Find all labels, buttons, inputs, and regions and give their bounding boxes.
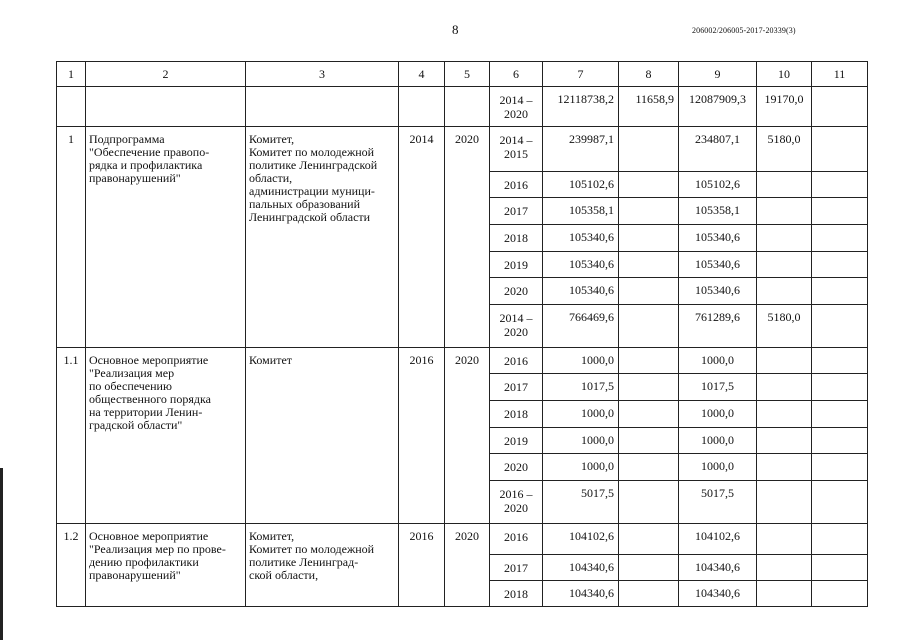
total-row [57,87,868,127]
value-col-11 [812,252,868,278]
start-year: 2016 [399,524,445,607]
value-col-7: 104102,6 [543,524,619,555]
period-cell: 2020 [490,278,543,305]
value-col-8 [619,348,679,374]
value-col-10: 5180,0 [757,127,812,172]
period-cell: 2018 [490,401,543,428]
value-col-9: 1017,5 [679,374,757,401]
executor-name: Комитет, Комитет по молодежной политике Ленинградской области, администрации муници- пальных образований Ленинградской области [246,127,399,348]
value-col-11 [812,348,868,374]
value-col-11 [812,278,868,305]
value-col-8 [619,481,679,524]
value-col-7: 1000,0 [543,428,619,454]
value-col-11 [812,305,868,348]
value-col-7: 1000,0 [543,454,619,481]
value-col-10 [757,555,812,581]
value-col-11 [812,172,868,198]
value-col-9: 12087909,3 [679,87,757,127]
value-col-9: 105102,6 [679,172,757,198]
column-header-8: 8 [619,62,679,87]
row-number: 1.1 [57,348,86,524]
header-row [57,62,868,87]
value-col-7: 105102,6 [543,172,619,198]
value-col-11 [812,555,868,581]
column-header-3: 3 [246,62,399,87]
page-number: 8 [452,22,459,37]
value-col-9: 1000,0 [679,454,757,481]
value-col-9: 104340,6 [679,555,757,581]
value-col-7: 1000,0 [543,348,619,374]
executor-name: Комитет [246,348,399,524]
value-col-11 [812,581,868,607]
table-row [57,348,868,374]
end-year: 2020 [445,348,490,524]
value-col-10 [757,581,812,607]
column-header-6: 6 [490,62,543,87]
value-col-8 [619,198,679,225]
value-col-11 [812,127,868,172]
program-name: Подпрограмма "Обеспечение правопо- рядка и профилактика правонарушений" [86,127,246,348]
empty-cell [399,87,445,127]
period-cell: 2020 [490,454,543,481]
row-number: 1 [57,127,86,348]
period-cell: 2019 [490,252,543,278]
value-col-7: 5017,5 [543,481,619,524]
empty-cell [445,87,490,127]
end-year: 2020 [445,127,490,348]
value-col-11 [812,428,868,454]
value-col-7: 105340,6 [543,278,619,305]
row-number: 1.2 [57,524,86,607]
value-col-8 [619,252,679,278]
table-row [57,524,868,555]
value-col-8 [619,401,679,428]
period-cell: 2014 – 2020 [490,305,543,348]
period-cell: 2014 – 2015 [490,127,543,172]
period-cell: 2018 [490,581,543,607]
value-col-10 [757,428,812,454]
value-col-10 [757,198,812,225]
value-col-9: 761289,6 [679,305,757,348]
period-cell: 2017 [490,555,543,581]
period-cell: 2017 [490,374,543,401]
start-year: 2014 [399,127,445,348]
value-col-7: 105358,1 [543,198,619,225]
value-col-7: 1000,0 [543,401,619,428]
value-col-11 [812,454,868,481]
value-col-10 [757,172,812,198]
value-col-11 [812,374,868,401]
start-year: 2016 [399,348,445,524]
empty-cell [246,87,399,127]
period-cell: 2016 – 2020 [490,481,543,524]
period-cell: 2016 [490,524,543,555]
value-col-9: 105340,6 [679,278,757,305]
value-col-10 [757,278,812,305]
period-cell: 2017 [490,198,543,225]
value-col-10: 19170,0 [757,87,812,127]
period-cell: 2014 – 2020 [490,87,543,127]
value-col-11 [812,481,868,524]
value-col-10: 5180,0 [757,305,812,348]
value-col-7: 104340,6 [543,581,619,607]
value-col-9: 105340,6 [679,225,757,252]
program-name: Основное мероприятие "Реализация мер по прове- дению профилактики правонарушений" [86,524,246,607]
value-col-11 [812,401,868,428]
empty-cell [57,87,86,127]
budget-table [56,61,868,607]
value-col-10 [757,524,812,555]
value-col-9: 1000,0 [679,401,757,428]
column-header-7: 7 [543,62,619,87]
value-col-10 [757,348,812,374]
value-col-11 [812,524,868,555]
program-name: Основное мероприятие "Реализация мер по обеспечению общественного порядка на территории Ленин- градской области" [86,348,246,524]
value-col-10 [757,374,812,401]
value-col-7: 12118738,2 [543,87,619,127]
value-col-10 [757,401,812,428]
value-col-8 [619,172,679,198]
period-cell: 2016 [490,348,543,374]
value-col-9: 1000,0 [679,428,757,454]
value-col-8 [619,305,679,348]
scan-edge-mark [0,468,3,640]
value-col-7: 104340,6 [543,555,619,581]
value-col-8 [619,127,679,172]
column-header-1: 1 [57,62,86,87]
value-col-8 [619,454,679,481]
value-col-9: 105358,1 [679,198,757,225]
column-header-11: 11 [812,62,868,87]
executor-name: Комитет, Комитет по молодежной политике Ленинград- ской области, [246,524,399,607]
column-header-10: 10 [757,62,812,87]
value-col-9: 104102,6 [679,524,757,555]
period-cell: 2018 [490,225,543,252]
value-col-10 [757,225,812,252]
end-year: 2020 [445,524,490,607]
value-col-7: 105340,6 [543,225,619,252]
value-col-11 [812,225,868,252]
value-col-9: 234807,1 [679,127,757,172]
value-col-9: 104340,6 [679,581,757,607]
value-col-7: 766469,6 [543,305,619,348]
value-col-8 [619,524,679,555]
value-col-10 [757,481,812,524]
value-col-9: 105340,6 [679,252,757,278]
value-col-9: 1000,0 [679,348,757,374]
document-id: 206002/206005-2017-20339(3) [692,26,796,35]
value-col-7: 239987,1 [543,127,619,172]
column-header-9: 9 [679,62,757,87]
value-col-8 [619,225,679,252]
value-col-8 [619,581,679,607]
value-col-7: 105340,6 [543,252,619,278]
value-col-11 [812,198,868,225]
table-row [57,127,868,172]
period-cell: 2016 [490,172,543,198]
column-header-4: 4 [399,62,445,87]
value-col-8 [619,555,679,581]
value-col-8 [619,428,679,454]
value-col-9: 5017,5 [679,481,757,524]
value-col-10 [757,252,812,278]
column-header-5: 5 [445,62,490,87]
value-col-11 [812,87,868,127]
value-col-7: 1017,5 [543,374,619,401]
period-cell: 2019 [490,428,543,454]
empty-cell [86,87,246,127]
value-col-10 [757,454,812,481]
column-header-2: 2 [86,62,246,87]
value-col-8 [619,374,679,401]
value-col-8 [619,278,679,305]
value-col-8: 11658,9 [619,87,679,127]
